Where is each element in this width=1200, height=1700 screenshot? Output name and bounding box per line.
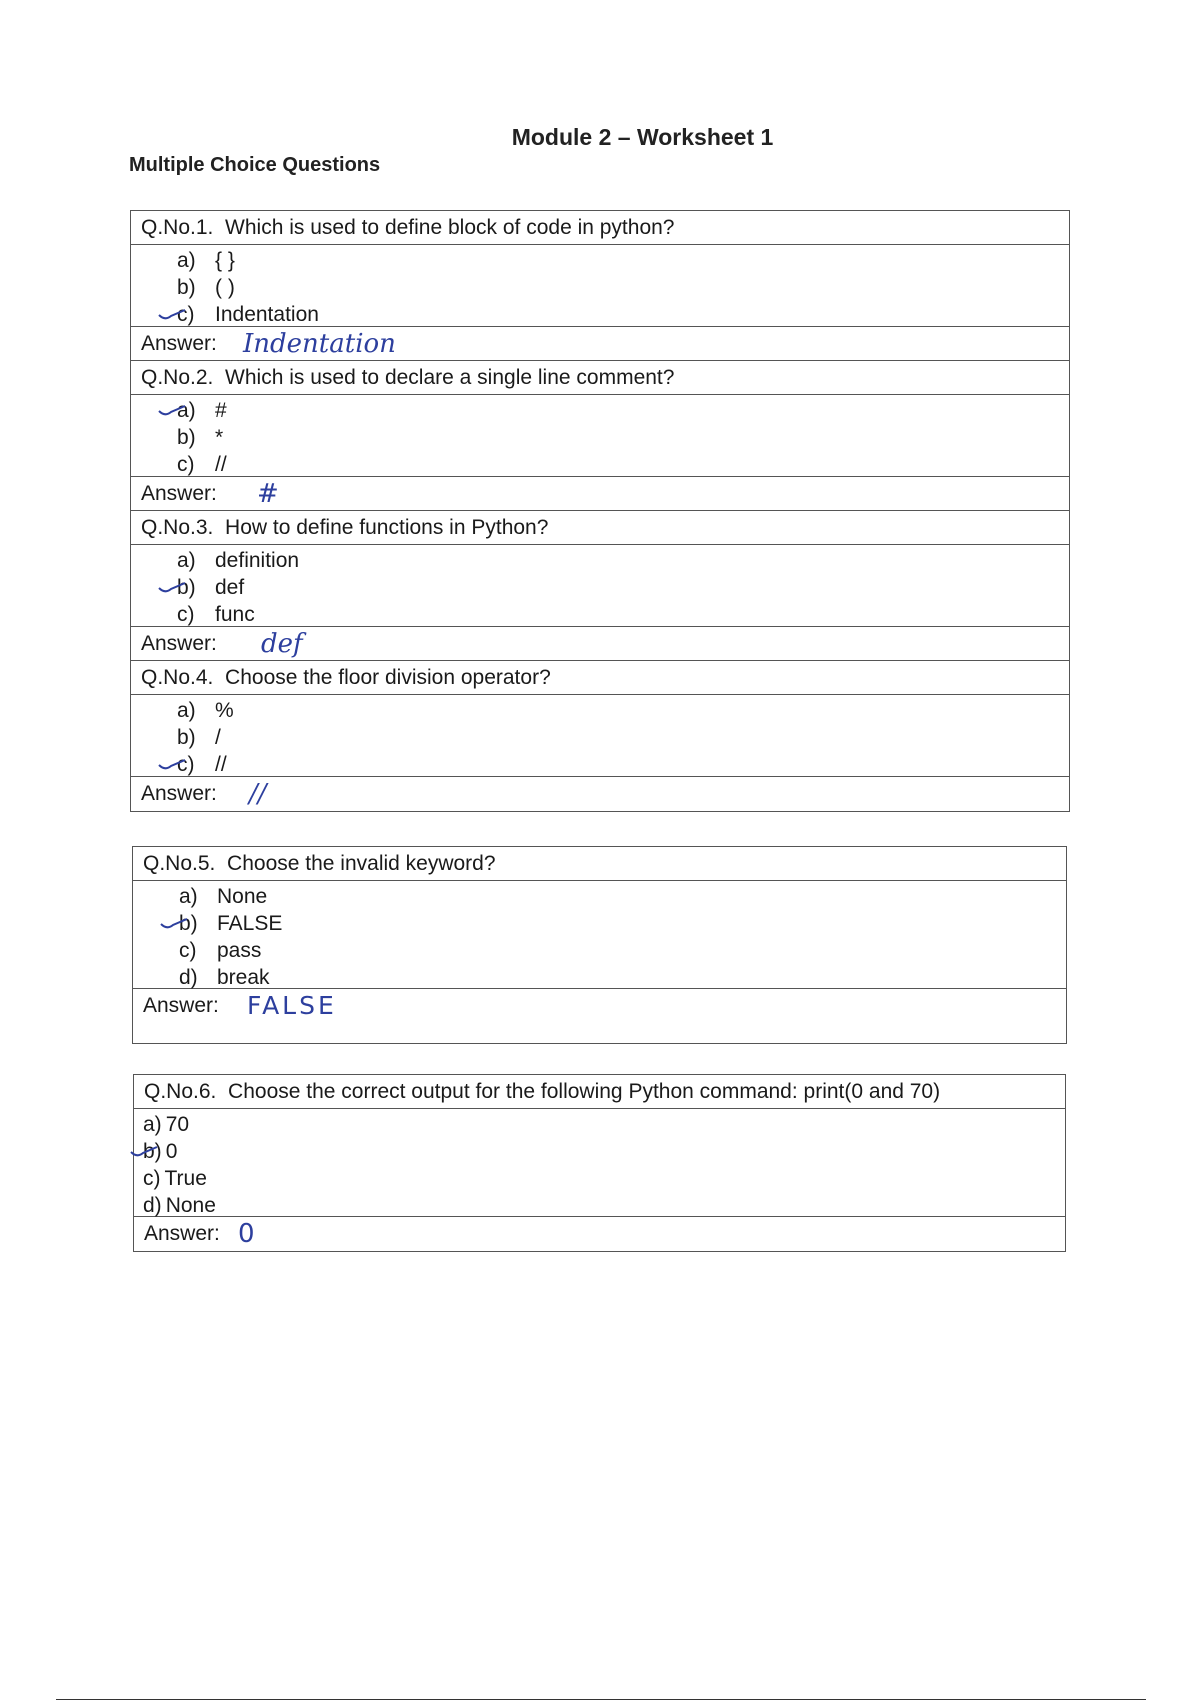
option-text: break	[217, 966, 270, 989]
options-block	[134, 1109, 1065, 1217]
option-item-marked	[177, 397, 1069, 424]
answer-label: Answer:	[141, 332, 217, 355]
option-item-marked	[177, 301, 1069, 328]
question-row	[131, 361, 1069, 395]
answer-label: Answer:	[141, 482, 217, 505]
answer-label: Answer:	[144, 1222, 220, 1245]
option-text: *	[215, 426, 224, 449]
question-table-1	[130, 210, 1070, 812]
option-text: def	[215, 576, 245, 599]
option-text: func	[215, 603, 255, 626]
option-text: definition	[215, 549, 300, 572]
question-number: Q.No.5.	[143, 852, 216, 875]
handwritten-answer: def	[261, 629, 303, 659]
answer-label: Answer:	[143, 994, 219, 1017]
option-label: a)	[179, 885, 198, 908]
option-label: c)	[177, 303, 195, 326]
section-subtitle: Multiple Choice Questions	[129, 154, 381, 176]
handwritten-answer: //	[249, 779, 267, 809]
question-number: Q.No.6.	[144, 1080, 217, 1103]
option-text: Indentation	[215, 303, 319, 326]
option-text: pass	[217, 939, 262, 962]
option-text: //	[215, 753, 227, 776]
option-text: True	[164, 1167, 207, 1190]
option-item	[177, 547, 1069, 574]
question-row	[131, 661, 1069, 695]
question-text: How to define functions in Python?	[225, 516, 549, 539]
question-text: Which is used to define block of code in python?	[225, 216, 675, 239]
options-block	[131, 545, 1069, 627]
option-label: a)	[177, 699, 196, 722]
option-label: b)	[177, 576, 196, 599]
option-item	[177, 601, 1069, 628]
question-row	[131, 511, 1069, 545]
question-text: Choose the invalid keyword?	[227, 852, 496, 875]
option-label: c)	[177, 603, 195, 626]
option-text: ( )	[215, 276, 235, 299]
option-item	[143, 1165, 1065, 1192]
option-label: c)	[179, 939, 197, 962]
option-label: d)	[143, 1194, 162, 1217]
option-item-marked	[177, 751, 1069, 778]
options-block	[131, 245, 1069, 327]
option-item	[179, 883, 1066, 910]
question-text: Choose the floor division operator?	[225, 666, 551, 689]
option-label: b)	[179, 912, 198, 935]
pen-check-mark-icon	[159, 916, 197, 930]
option-item	[179, 937, 1066, 964]
question-number: Q.No.3.	[141, 516, 214, 539]
pen-check-mark-icon	[157, 580, 195, 594]
option-text: None	[217, 885, 268, 908]
option-text: 70	[165, 1113, 190, 1136]
option-text: None	[165, 1194, 216, 1217]
answer-row	[131, 327, 1069, 361]
option-label: a)	[177, 549, 196, 572]
option-text: 0	[165, 1140, 178, 1163]
question-table-2	[132, 846, 1067, 1044]
option-text: //	[215, 453, 227, 476]
answer-label: Answer:	[141, 632, 217, 655]
handwritten-answer: #	[257, 479, 279, 509]
option-label: b)	[177, 276, 196, 299]
option-label: b)	[177, 726, 196, 749]
option-item	[177, 697, 1069, 724]
options-block	[131, 395, 1069, 477]
option-item-marked	[179, 910, 1066, 937]
option-item	[143, 1192, 1065, 1219]
option-item	[143, 1111, 1065, 1138]
option-item	[177, 274, 1069, 301]
answer-row	[131, 627, 1069, 661]
option-label: a)	[177, 249, 196, 272]
question-number: Q.No.1.	[141, 216, 214, 239]
option-item	[177, 724, 1069, 751]
option-text: { }	[215, 249, 235, 272]
handwritten-answer: Indentation	[243, 329, 396, 359]
option-item	[177, 424, 1069, 451]
option-label: c)	[177, 753, 195, 776]
option-label: a)	[143, 1113, 162, 1136]
pen-check-mark-icon	[157, 307, 195, 321]
option-text: FALSE	[217, 912, 283, 935]
option-item-marked	[177, 574, 1069, 601]
option-label: a)	[177, 399, 196, 422]
option-text: #	[215, 399, 227, 422]
pen-check-mark-icon	[129, 1144, 167, 1158]
pen-check-mark-icon	[157, 403, 195, 417]
answer-row	[133, 989, 1066, 1043]
option-text: %	[215, 699, 234, 722]
option-item	[179, 964, 1066, 991]
question-text: Which is used to declare a single line comment?	[225, 366, 675, 389]
option-label: d)	[179, 966, 198, 989]
option-text: /	[215, 726, 221, 749]
option-item	[177, 247, 1069, 274]
answer-label: Answer:	[141, 782, 217, 805]
answer-row	[131, 777, 1069, 811]
question-number: Q.No.2.	[141, 366, 214, 389]
option-item	[177, 451, 1069, 478]
question-number: Q.No.4.	[141, 666, 214, 689]
question-row	[134, 1075, 1065, 1109]
question-table-3	[133, 1074, 1066, 1252]
option-item-marked	[143, 1138, 1065, 1165]
option-label: c)	[143, 1167, 161, 1190]
option-label: c)	[177, 453, 195, 476]
question-row	[133, 847, 1066, 881]
options-block	[133, 881, 1066, 989]
question-row	[131, 211, 1069, 245]
handwritten-answer: 0	[238, 1219, 255, 1249]
handwritten-answer: FALSE	[247, 991, 337, 1020]
answer-row	[131, 477, 1069, 511]
answer-row	[134, 1217, 1065, 1251]
worksheet-title: Module 2 – Worksheet 1	[511, 124, 774, 150]
options-block	[131, 695, 1069, 777]
option-label: b)	[143, 1140, 162, 1163]
option-label: b)	[177, 426, 196, 449]
pen-check-mark-icon	[157, 757, 195, 771]
question-text: Choose the correct output for the following Python command: print(0 and 70)	[228, 1080, 941, 1103]
